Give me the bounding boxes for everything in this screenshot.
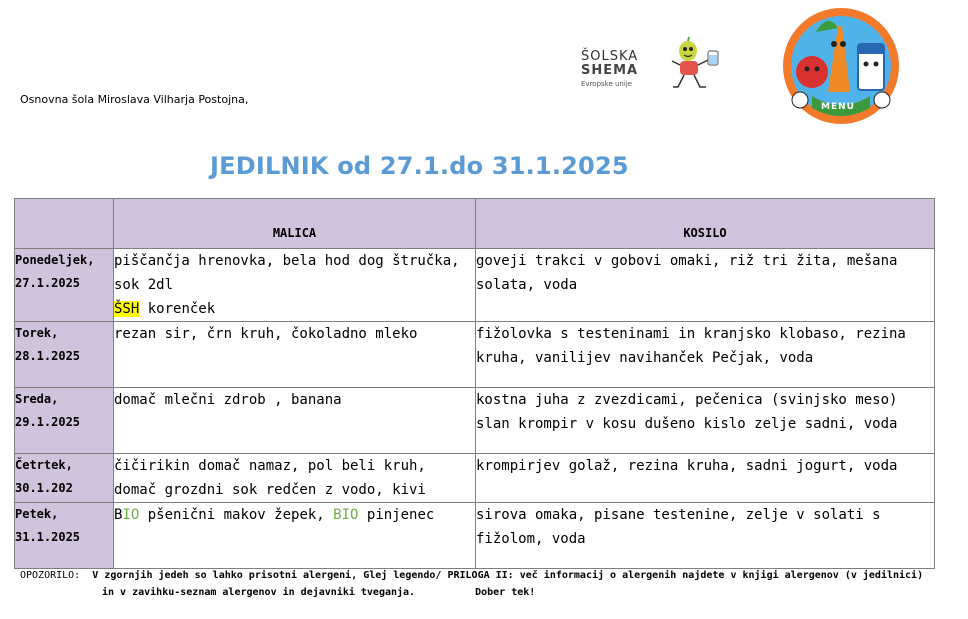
shema-logo-line1: ŠOLSKA <box>581 49 639 64</box>
kosilo-cell: krompirjev golaž, rezina kruha, sadni jogurt, voda <box>476 454 935 503</box>
day-cell <box>15 249 114 322</box>
bio-b: B <box>114 507 123 523</box>
day-date: 30.1.202 <box>15 481 73 495</box>
table-row <box>15 322 935 388</box>
warning-label: OPOZORILO: <box>20 570 81 581</box>
column-header-malica: MALICA <box>114 199 476 249</box>
bio-label: IO <box>122 507 140 523</box>
malica-cell: čičirikin domač namaz, pol beli kruh, domač grozdni sok redčen z vodo, kivi <box>114 454 476 503</box>
shema-logo-line3: Evropske unije <box>581 80 633 88</box>
table-row <box>15 249 935 322</box>
menu-table <box>14 198 935 569</box>
kosilo-cell: fižolovka s testeninami in kranjsko klobaso, rezina kruha, vanilijev navihanček Pečjak, voda <box>476 322 935 388</box>
day-date: 27.1.2025 <box>15 276 81 290</box>
menu-badge: MENU <box>821 102 855 112</box>
day-date: 31.1.2025 <box>15 530 81 544</box>
allergen-note-line2 <box>20 584 950 601</box>
closing-text: Dober tek! <box>475 587 536 598</box>
column-header-kosilo: KOSILO <box>476 199 935 249</box>
malica-item: pinjenec <box>358 507 435 523</box>
day-name: Petek, <box>15 507 59 521</box>
solska-shema-logo <box>575 35 740 105</box>
table-corner-cell <box>15 199 114 249</box>
allergen-text: V zgornjih jedeh so lahko prisotni alergeni, Glej legendo/ PRILOGA II: več informacij o alergenih najdete v knjigi alergenov (v jedilnici) <box>92 570 924 581</box>
page-title: JEDILNIK od 27.1.do 31.1.2025 <box>210 152 629 180</box>
school-name: Osnovna šola Miroslava Vilharja Postojna, <box>20 93 249 106</box>
kosilo-cell: goveji trakci v gobovi omaki, riž tri žita, mešana solata, voda <box>476 249 935 322</box>
allergen-text-2: in v zavihku-seznam alergenov in dejavniki tveganja. <box>102 587 416 598</box>
malica-cell <box>114 503 476 569</box>
day-cell <box>15 322 114 388</box>
allergen-note-line1 <box>20 567 950 584</box>
malica-item: pšenični makov žepek, <box>139 507 334 523</box>
day-name: Torek, <box>15 326 59 340</box>
table-row <box>15 454 935 503</box>
day-cell <box>15 503 114 569</box>
table-header-row <box>15 199 935 249</box>
malica-cell: rezan sir, črn kruh, čokoladno mleko <box>114 322 476 388</box>
day-date: 28.1.2025 <box>15 349 81 363</box>
day-date: 29.1.2025 <box>15 415 81 429</box>
menu-logo <box>778 4 904 136</box>
day-name: Ponedeljek, <box>15 253 95 267</box>
allergen-note <box>20 567 950 601</box>
kosilo-cell: sirova omaka, pisane testenine, zelje v solati s fižolom, voda <box>476 503 935 569</box>
malica-text: piščančja hrenovka, bela hod dog štručka, sok 2dl <box>114 253 460 293</box>
bio-label: BIO <box>333 507 359 523</box>
day-cell <box>15 454 114 503</box>
table-row <box>15 503 935 569</box>
day-cell <box>15 388 114 454</box>
table-row <box>15 388 935 454</box>
day-name: Četrtek, <box>15 458 73 472</box>
food-mascots-icon <box>778 4 904 136</box>
malica-cell: domač mlečni zdrob , banana <box>114 388 476 454</box>
day-name: Sreda, <box>15 392 59 406</box>
ssh-item: korenček <box>139 301 216 317</box>
apple-mascot-icon <box>670 35 740 105</box>
ssh-highlight: ŠSH <box>114 301 140 317</box>
shema-logo-line2: SHEMA <box>581 63 639 78</box>
malica-cell <box>114 249 476 322</box>
kosilo-cell: kostna juha z zvezdicami, pečenica (svinjsko meso) slan krompir v kosu dušeno kislo zelje sadni, voda <box>476 388 935 454</box>
ssh-line <box>114 297 475 321</box>
